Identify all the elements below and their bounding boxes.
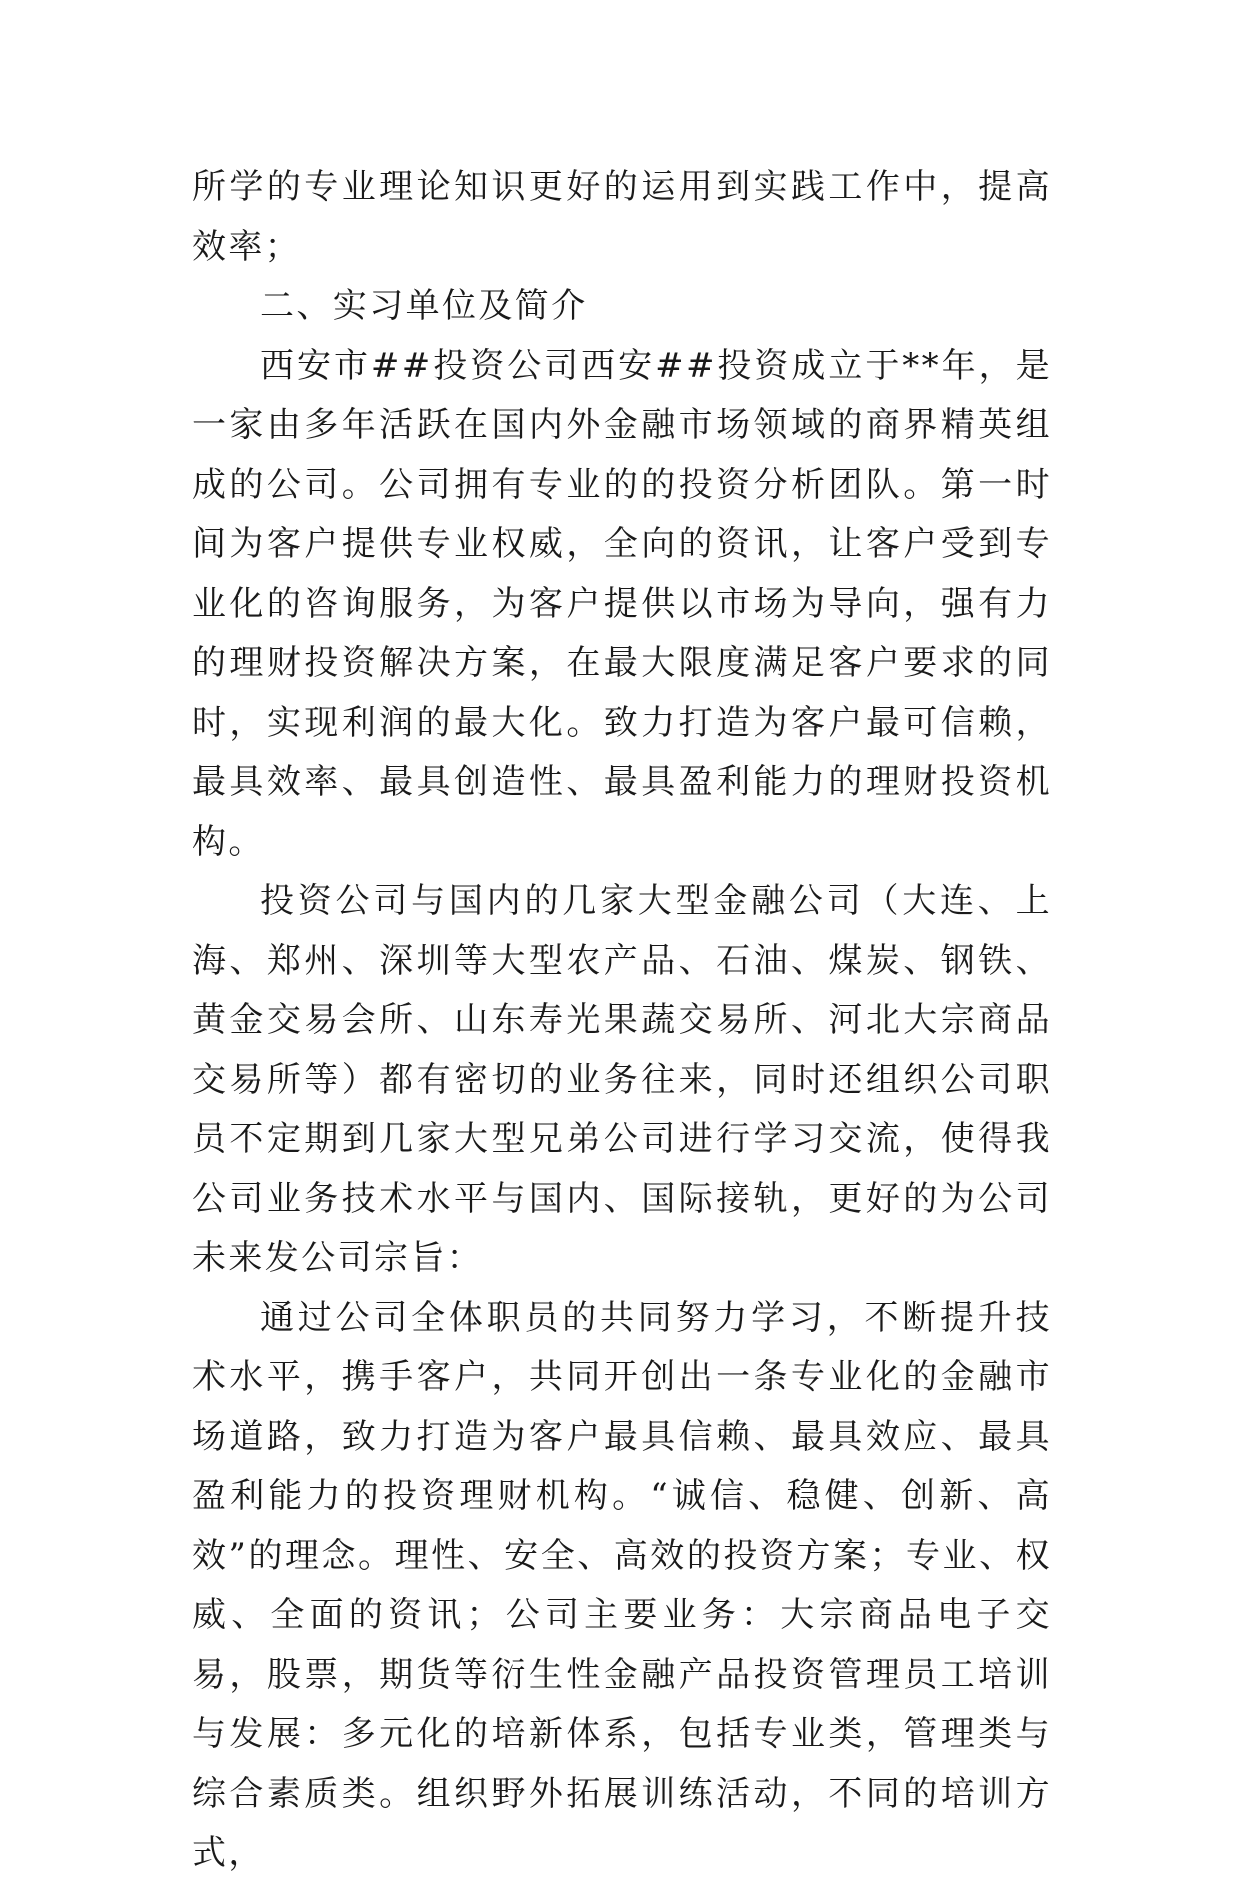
paragraph-continuation: 所学的专业理论知识更好的运用到实践工作中，提高效率； [192, 167, 1052, 267]
document-body [192, 158, 1052, 1884]
paragraph-company-intro: 西安市##投资公司西安##投资成立于**年，是一家由多年活跃在国内外金融市场领域的商界精英组成的公司。公司拥有专业的的投资分析团队。第一时间为客户提供专业权威，全向的资讯，让客户受到专业化的咨询服务，为客户提供以市场为导向，强有力的理财投资解决方案，在最大限度满足客户要求的同时，实现利润的最大化。致力打造为客户最可信赖，最具效率、最具创造性、最具盈利能力的理财投资机构。 [192, 345, 1052, 862]
paragraph-mission: 通过公司全体职员的共同努力学习，不断提升技术水平，携手客户，共同开创出一条专业化的金融市场道路，致力打造为客户最具信赖、最具效应、最具盈利能力的投资理财机构。“诚信、稳健、创新、高效”的理念。理性、安全、高效的投资方案；专业、权威、全面的资讯；公司主要业务：大宗商品电子交易，股票，期货等衍生性金融产品投资管理员工培训与发展：多元化的培新体系，包括专业类，管理类与综合素质类。组织野外拓展训练活动，不同的培训方式， [192, 1297, 1052, 1873]
paragraph-partners: 投资公司与国内的几家大型金融公司（大连、上海、郑州、深圳等大型农产品、石油、煤炭、钢铁、黄金交易会所、山东寿光果蔬交易所、河北大宗商品交易所等）都有密切的业务往来，同时还组织公司职员不定期到几家大型兄弟公司进行学习交流，使得我公司业务技术水平与国内、国际接轨，更好的为公司未来发公司宗旨： [192, 881, 1052, 1278]
section-heading: 二、实习单位及简介 [260, 286, 588, 326]
